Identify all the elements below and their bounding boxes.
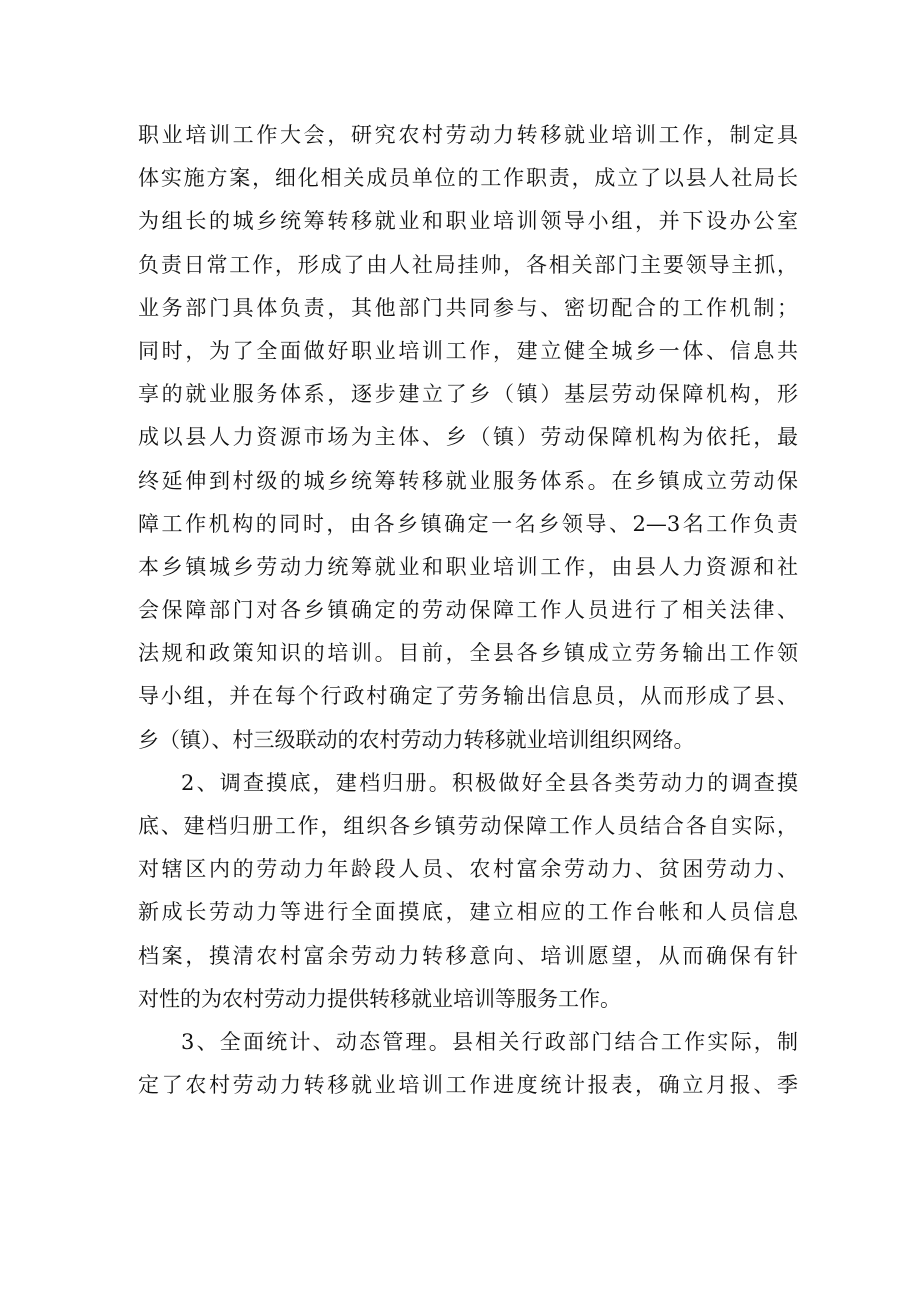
text-line: 会保障部门对各乡镇确定的劳动保障工作人员进行了相关法律、	[138, 598, 798, 623]
text-line: 负责日常工作，形成了由人社局挂帅，各相关部门主要领导主抓，	[138, 252, 798, 277]
document-body	[138, 114, 798, 1107]
text-line: 业务部门具体负责，其他部门共同参与、密切配合的工作机制；	[138, 295, 798, 320]
text-line: 对性的为农村劳动力提供转移就业培训等服务工作。	[138, 986, 621, 1011]
text-line: 体实施方案，细化相关成员单位的工作职责，成立了以县人社局长	[138, 166, 798, 191]
text-line: 成以县人力资源市场为主体、乡（镇）劳动保障机构为依托，最	[138, 425, 798, 450]
paragraph-first-line: 2、调查摸底，建档归册。积极做好全县各类劳动力的调查摸	[181, 770, 798, 795]
text-line: 为组长的城乡统筹转移就业和职业培训领导小组，并下设办公室	[138, 209, 798, 234]
text-line: 乡（镇）、村三级联动的农村劳动力转移就业培训组织网络。	[138, 727, 695, 752]
text-line: 对辖区内的劳动力年龄段人员、农村富余劳动力、贫困劳动力、	[138, 857, 798, 882]
text-line: 底、建档归册工作，组织各乡镇劳动保障工作人员结合各自实际，	[138, 814, 798, 838]
paragraph-first-line: 3、全面统计、动态管理。县相关行政部门结合工作实际，制	[181, 1029, 798, 1054]
text-line: 本乡镇城乡劳动力统筹就业和职业培训工作，由县人力资源和社	[138, 554, 798, 579]
text-line: 同时，为了全面做好职业培训工作，建立健全城乡一体、信息共	[138, 338, 798, 363]
text-line: 新成长劳动力等进行全面摸底，建立相应的工作台帐和人员信息	[138, 900, 798, 925]
text-line: 障工作机构的同时，由各乡镇确定一名乡领导、2—3名工作负责	[138, 511, 798, 536]
text-line: 法规和政策知识的培训。目前，全县各乡镇成立劳务输出工作领	[138, 641, 798, 666]
text-line: 档案，摸清农村富余劳动力转移意向、培训愿望，从而确保有针	[138, 943, 798, 968]
text-line: 定了农村劳动力转移就业培训工作进度统计报表，确立月报、季	[138, 1073, 798, 1098]
text-line: 导小组，并在每个行政村确定了劳务输出信息员，从而形成了县、	[138, 684, 798, 709]
text-line: 享的就业服务体系，逐步建立了乡（镇）基层劳动保障机构，形	[138, 382, 798, 407]
text-line: 职业培训工作大会，研究农村劳动力转移就业培训工作，制定具	[138, 123, 798, 147]
text-line: 终延伸到村级的城乡统筹转移就业服务体系。在乡镇成立劳动保	[138, 468, 798, 493]
